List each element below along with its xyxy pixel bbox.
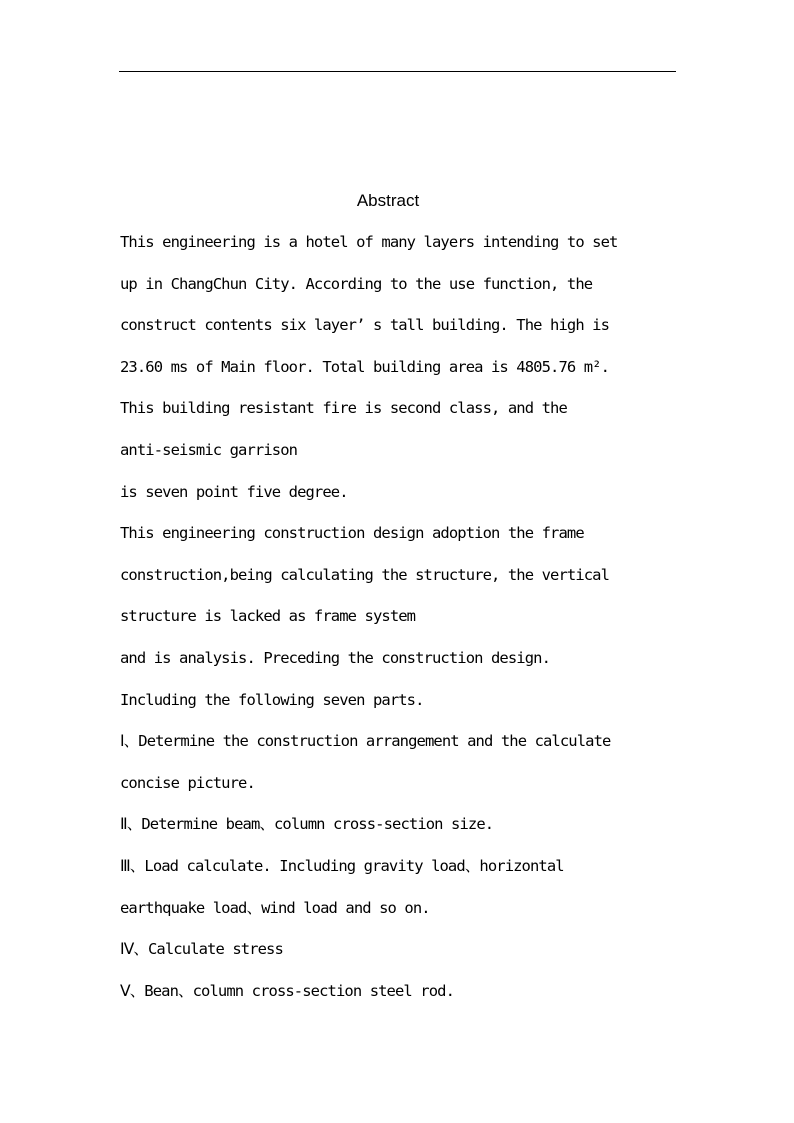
body-line: Including the following seven parts. xyxy=(120,690,424,709)
abstract-title: Abstract xyxy=(356,191,420,210)
body-line: This engineering construction design adoption the frame xyxy=(120,524,584,543)
list-item-5: Ⅴ、Bean、column cross-section steel rod. xyxy=(120,981,455,1000)
body-line: up in ChangChun City. According to the use function, the xyxy=(120,274,593,293)
abstract-body xyxy=(120,222,700,1012)
header-rule xyxy=(119,71,676,72)
body-line: This building resistant fire is second class, and the xyxy=(120,399,567,418)
body-line: earthquake load、wind load and so on. xyxy=(120,898,430,917)
body-line: construction,being calculating the structure, the vertical xyxy=(120,565,610,584)
body-line: 23.60 ms of Main floor. Total building area is 4805.76 m². xyxy=(120,357,610,376)
body-line: and is analysis. Preceding the construction design. xyxy=(120,648,551,667)
list-item-4: Ⅳ、Calculate stress xyxy=(120,940,283,959)
body-line: is seven point five degree. xyxy=(120,482,348,501)
body-line: concise picture. xyxy=(120,773,255,792)
body-line: anti-seismic garrison xyxy=(120,440,298,459)
body-line: This engineering is a hotel of many layers intending to set xyxy=(120,233,618,251)
body-line: structure is lacked as frame system xyxy=(120,607,416,626)
body-line: construct contents six layer’ s tall building. The high is xyxy=(120,316,610,335)
list-item-1: Ⅰ、Determine the construction arrangement and the calculate xyxy=(120,732,611,751)
list-item-3: Ⅲ、Load calculate. Including gravity load、horizontal xyxy=(120,856,564,875)
list-item-2: Ⅱ、Determine beam、column cross-section size. xyxy=(120,815,494,834)
